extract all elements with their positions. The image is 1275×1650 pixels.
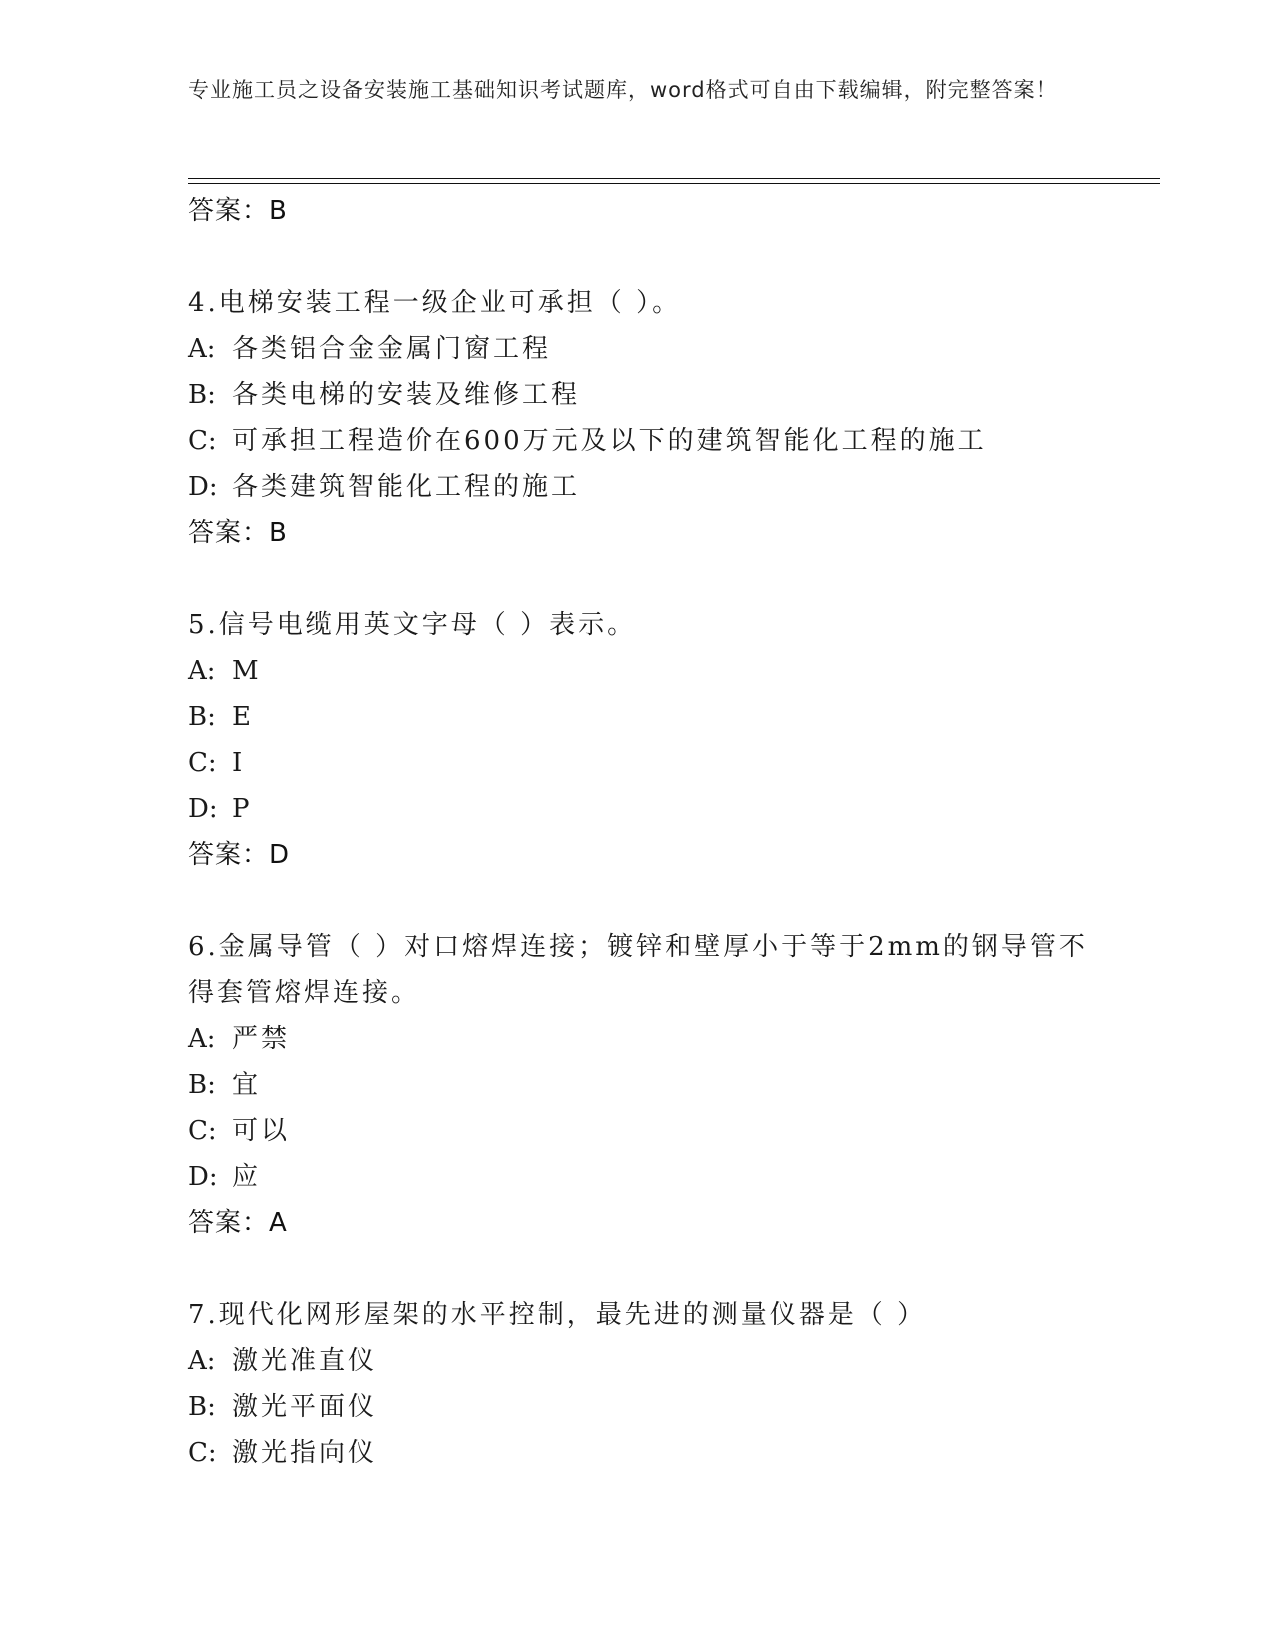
- option-text: 激光指向仪: [232, 1438, 378, 1468]
- option-text: 应: [232, 1162, 262, 1192]
- question-stem: 7.现代化网形屋架的水平控制，最先进的测量仪器是（ ）: [188, 1300, 927, 1330]
- option-label: B:: [188, 702, 216, 732]
- option-label: A:: [188, 334, 216, 364]
- option-b: [188, 1384, 1088, 1430]
- option-d: [188, 786, 1088, 832]
- option-text: 激光平面仪: [232, 1392, 378, 1422]
- option-label: D:: [188, 794, 218, 824]
- document-header: 专业施工员之设备安装施工基础知识考试题库，word格式可自由下载编辑，附完整答案！: [188, 78, 1058, 102]
- option-a: [188, 326, 1088, 372]
- option-text: 各类建筑智能化工程的施工: [232, 472, 581, 502]
- option-d: [188, 464, 1088, 510]
- option-label: D:: [188, 1162, 218, 1192]
- option-text: I: [232, 748, 246, 778]
- option-label: C:: [188, 1438, 217, 1468]
- option-c: [188, 1108, 1088, 1154]
- option-a: [188, 648, 1088, 694]
- option-text: 可承担工程造价在600万元及以下的建筑智能化工程的施工: [232, 426, 987, 456]
- option-text: E: [232, 702, 254, 732]
- option-b: [188, 694, 1088, 740]
- option-label: C:: [188, 426, 217, 456]
- question-7: [188, 1292, 1088, 1476]
- answer-line: 答案：D: [188, 840, 291, 870]
- spacer: [188, 556, 1088, 602]
- option-label: B:: [188, 380, 216, 410]
- option-text: P: [232, 794, 253, 824]
- question-list: [188, 188, 1088, 1476]
- option-label: A:: [188, 1024, 216, 1054]
- question-4: [188, 280, 1088, 556]
- option-c: [188, 740, 1088, 786]
- header-divider-top: [188, 178, 1160, 179]
- spacer: [188, 234, 1088, 280]
- option-text: M: [232, 656, 262, 686]
- question-stem: 5.信号电缆用英文字母（ ）表示。: [188, 610, 637, 640]
- question-stem: 4.电梯安装工程一级企业可承担（ ）。: [188, 288, 682, 318]
- option-text: 严禁: [232, 1024, 291, 1054]
- question-stem: 6.金属导管（ ）对口熔焊连接；镀锌和壁厚小于等于2mm的钢导管不得套管熔焊连接。: [188, 932, 1088, 1008]
- option-text: 激光准直仪: [232, 1346, 378, 1376]
- option-text: 宜: [232, 1070, 262, 1100]
- option-label: B:: [188, 1392, 216, 1422]
- option-label: C:: [188, 748, 217, 778]
- header-divider-bottom: [188, 183, 1160, 184]
- option-label: C:: [188, 1116, 217, 1146]
- option-b: [188, 372, 1088, 418]
- option-c: [188, 1430, 1088, 1476]
- option-c: [188, 418, 1088, 464]
- spacer: [188, 878, 1088, 924]
- option-text: 各类铝合金金属门窗工程: [232, 334, 552, 364]
- question-6: [188, 924, 1088, 1246]
- answer-line: 答案：B: [188, 196, 288, 226]
- option-a: [188, 1338, 1088, 1384]
- option-label: A:: [188, 1346, 216, 1376]
- answer-line: 答案：B: [188, 518, 288, 548]
- option-label: A:: [188, 656, 216, 686]
- option-d: [188, 1154, 1088, 1200]
- option-b: [188, 1062, 1088, 1108]
- question-5: [188, 602, 1088, 878]
- option-text: 可以: [232, 1116, 291, 1146]
- option-label: B:: [188, 1070, 216, 1100]
- spacer: [188, 1246, 1088, 1292]
- option-label: D:: [188, 472, 218, 502]
- option-a: [188, 1016, 1088, 1062]
- answer-line: 答案：A: [188, 1208, 288, 1238]
- option-text: 各类电梯的安装及维修工程: [232, 380, 581, 410]
